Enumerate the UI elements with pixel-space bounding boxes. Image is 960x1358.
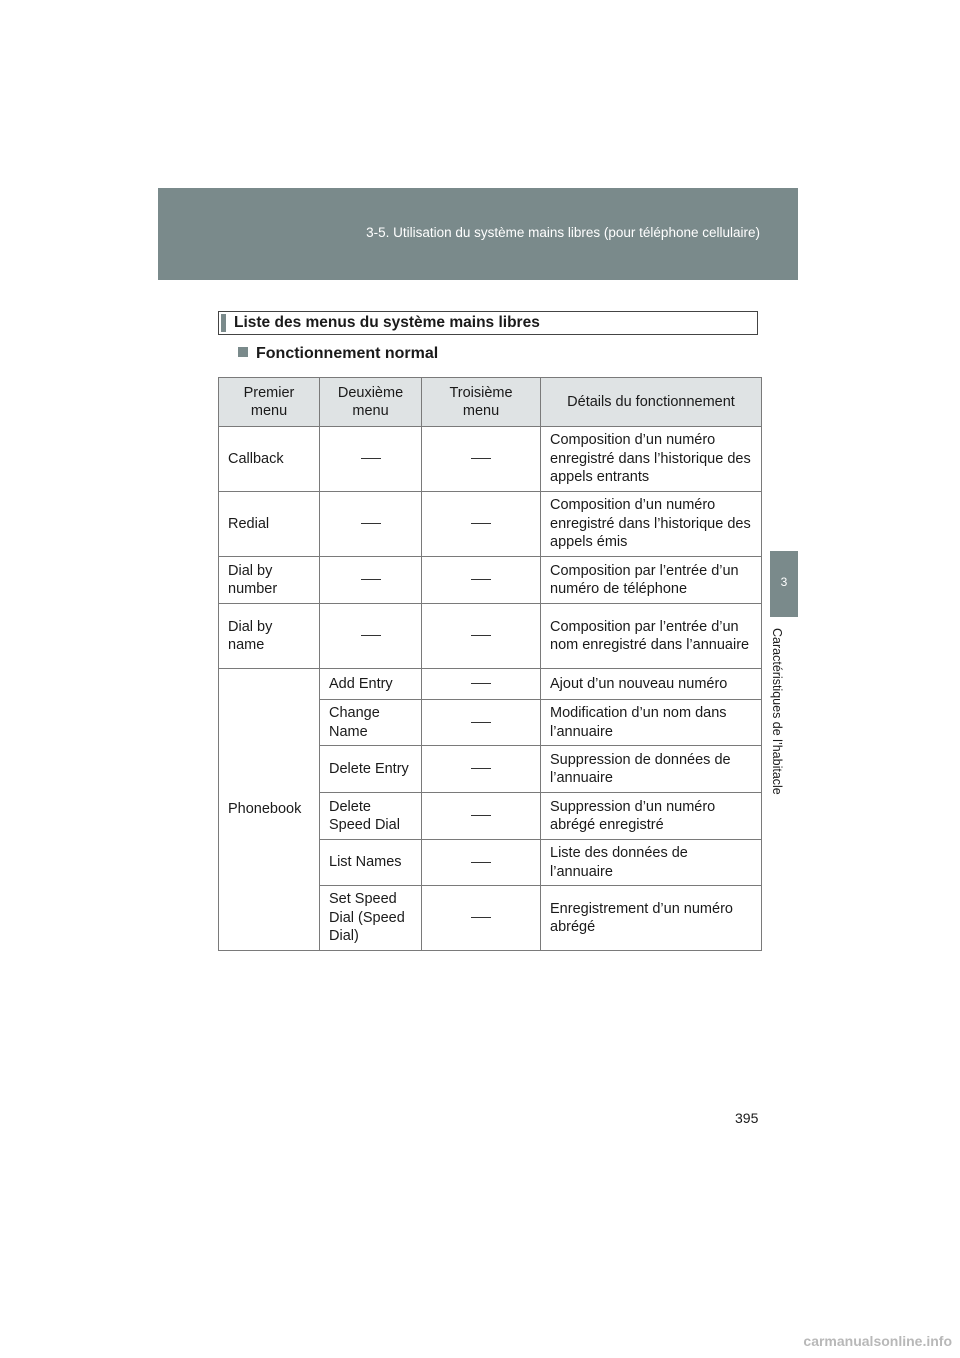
dash-mark <box>471 722 491 723</box>
details-cell: Suppression d’un numéro abrégé enregistré <box>541 793 762 840</box>
chapter-title: Caractéristiques de l’habitacle <box>770 628 784 795</box>
third-menu-cell <box>422 557 541 604</box>
section-title: Liste des menus du système mains libres <box>234 314 540 331</box>
third-menu-cell <box>422 746 541 793</box>
subheading <box>238 345 438 363</box>
details-cell: Enregistrement d’un numéro abrégé <box>541 886 762 951</box>
dash-mark <box>471 579 491 580</box>
table-row <box>219 557 762 604</box>
column-header: Premier menu <box>219 378 320 427</box>
second-menu-cell <box>320 427 422 492</box>
dash-mark <box>361 579 381 580</box>
second-menu-cell: Add Entry <box>320 669 422 700</box>
second-menu-cell <box>320 557 422 604</box>
dash-mark <box>471 635 491 636</box>
column-header: Détails du fonctionnement <box>541 378 762 427</box>
third-menu-cell <box>422 427 541 492</box>
details-cell: Modification d’un nom dans l’annuaire <box>541 700 762 746</box>
watermark-link[interactable]: carmanualsonline.info <box>803 1333 952 1349</box>
second-menu-cell <box>320 492 422 557</box>
dash-mark <box>471 768 491 769</box>
dash-mark <box>471 815 491 816</box>
dash-mark <box>361 458 381 459</box>
table-row <box>219 492 762 557</box>
third-menu-cell <box>422 604 541 669</box>
table-row <box>219 669 762 700</box>
second-menu-cell: Change Name <box>320 700 422 746</box>
third-menu-cell <box>422 700 541 746</box>
third-menu-cell <box>422 886 541 951</box>
dash-mark <box>471 917 491 918</box>
third-menu-cell <box>422 492 541 557</box>
details-cell: Suppression de données de l’annuaire <box>541 746 762 793</box>
second-menu-cell: Delete Speed Dial <box>320 793 422 840</box>
second-menu-cell: Delete Entry <box>320 746 422 793</box>
dash-mark <box>471 862 491 863</box>
header-band <box>158 188 798 280</box>
third-menu-cell <box>422 793 541 840</box>
chapter-tab <box>770 551 798 617</box>
subheading-text: Fonctionnement normal <box>256 345 439 362</box>
details-cell: Liste des données de l’annuaire <box>541 840 762 886</box>
first-menu-cell: Callback <box>219 427 320 492</box>
third-menu-cell <box>422 840 541 886</box>
first-menu-cell: Dial by name <box>219 604 320 669</box>
details-cell: Composition par l’entrée d’un nom enregistré dans l’annuaire <box>541 604 762 669</box>
square-bullet-icon <box>238 347 248 357</box>
dash-mark <box>361 523 381 524</box>
column-header: Deuxième menu <box>320 378 422 427</box>
breadcrumb: 3-5. Utilisation du système mains libres (pour téléphone cellulaire) <box>366 225 760 240</box>
table-row <box>219 604 762 669</box>
first-menu-cell: Redial <box>219 492 320 557</box>
dash-mark <box>471 523 491 524</box>
third-menu-cell <box>422 669 541 700</box>
dash-mark <box>471 683 491 684</box>
table-header-row <box>219 378 762 427</box>
first-menu-cell: Phonebook <box>219 669 320 951</box>
details-cell: Composition d’un numéro enregistré dans l’historique des appels émis <box>541 492 762 557</box>
dash-mark <box>361 635 381 636</box>
details-cell: Composition d’un numéro enregistré dans l’historique des appels entrants <box>541 427 762 492</box>
chapter-number: 3 <box>780 575 788 589</box>
details-cell: Ajout d’un nouveau numéro <box>541 669 762 700</box>
details-cell: Composition par l’entrée d’un numéro de téléphone <box>541 557 762 604</box>
dash-mark <box>471 458 491 459</box>
second-menu-cell: List Names <box>320 840 422 886</box>
menu-table <box>218 377 762 951</box>
table-row <box>219 427 762 492</box>
section-header <box>218 311 758 335</box>
second-menu-cell: Set Speed Dial (Speed Dial) <box>320 886 422 951</box>
section-accent-bar <box>221 314 226 332</box>
page-number: 395 <box>735 1110 759 1126</box>
first-menu-cell: Dial by number <box>219 557 320 604</box>
column-header: Troisième menu <box>422 378 541 427</box>
second-menu-cell <box>320 604 422 669</box>
